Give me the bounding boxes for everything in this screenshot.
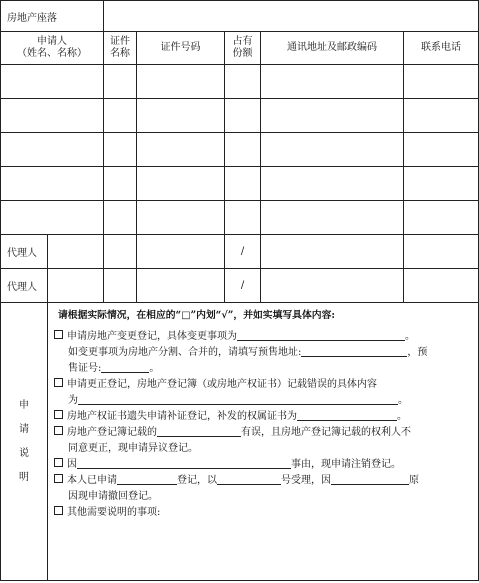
text: 。	[405, 331, 415, 342]
agent-id-number-cell[interactable]	[137, 235, 225, 269]
option-change-subline	[54, 361, 472, 377]
id-type-header-line1: 证件	[110, 36, 130, 47]
checkbox-change-registration[interactable]	[54, 330, 63, 339]
blank-presale-address[interactable]	[301, 346, 407, 357]
blank-applied-registration[interactable]	[117, 474, 177, 485]
applicant-header-line2: （姓名、名称）	[17, 48, 87, 59]
share-header-line1: 占有	[232, 36, 253, 47]
checkbox-correction-registration[interactable]	[54, 378, 63, 387]
agent-row	[1, 269, 479, 303]
applicant-header-line1: 申请人	[37, 36, 67, 47]
address-cell[interactable]	[261, 133, 404, 167]
option-withdrawal-subline	[54, 489, 472, 505]
text: 。	[397, 411, 407, 422]
text: 原	[409, 475, 419, 486]
blank-acceptance-number[interactable]	[217, 474, 281, 485]
phone-header: 联系电话	[404, 32, 479, 65]
share-header	[225, 32, 261, 65]
agent-address-cell[interactable]	[261, 269, 404, 303]
applicant-row	[1, 201, 479, 235]
phone-cell[interactable]	[404, 133, 479, 167]
agent-phone-cell[interactable]	[404, 235, 479, 269]
agent-name-cell[interactable]	[48, 269, 104, 303]
text: 房地产登记簿记载的	[67, 427, 157, 438]
option-reissue-registration	[54, 409, 472, 425]
text: 同意更正，现申请异议登记。	[68, 443, 198, 454]
agent-id-type-cell[interactable]	[104, 269, 137, 303]
address-cell[interactable]	[261, 201, 404, 235]
text: 。	[149, 363, 160, 374]
text: 房地产权证书遗失申请补证登记，补发的权属证书为	[67, 411, 297, 422]
applicant-name-cell[interactable]	[1, 201, 104, 235]
blank-withdrawal-reason[interactable]	[331, 474, 409, 485]
phone-cell[interactable]	[404, 99, 479, 133]
agent-name-cell[interactable]	[48, 235, 104, 269]
applicant-row	[1, 167, 479, 201]
share-cell[interactable]	[225, 201, 261, 235]
agent-label: 代理人	[1, 235, 48, 269]
text: 事由，现申请注销登记。	[291, 459, 401, 470]
checkbox-reissue-registration[interactable]	[54, 410, 63, 419]
address-cell[interactable]	[261, 65, 404, 99]
side-char: 说	[19, 447, 29, 459]
applicant-name-cell[interactable]	[1, 133, 104, 167]
agent-label: 代理人	[1, 269, 48, 303]
blank-presale-number[interactable]	[101, 362, 149, 373]
checkbox-cancellation-registration[interactable]	[54, 458, 63, 467]
id-number-cell[interactable]	[137, 167, 225, 201]
share-cell[interactable]	[225, 133, 261, 167]
option-withdrawal-registration	[54, 473, 472, 489]
id-type-cell[interactable]	[104, 65, 137, 99]
phone-cell[interactable]	[404, 167, 479, 201]
option-change-registration	[54, 329, 472, 345]
blank-objection-item[interactable]	[157, 426, 241, 437]
applicant-name-cell[interactable]	[1, 65, 104, 99]
option-objection-subline	[54, 441, 472, 457]
id-number-cell[interactable]	[137, 99, 225, 133]
blank-correction-content[interactable]	[78, 394, 398, 405]
blank-change-item[interactable]	[237, 330, 405, 341]
checkbox-withdrawal-registration[interactable]	[54, 474, 63, 483]
notes-instruction: 请根据实际情况，在相应的“□”内划“√”，并如实填写具体内容:	[58, 310, 335, 321]
text: 售证号:	[68, 363, 102, 374]
text: 因现申请撤回登记。	[68, 491, 158, 502]
id-number-cell[interactable]	[137, 133, 225, 167]
phone-cell[interactable]	[404, 201, 479, 235]
applicant-name-cell[interactable]	[1, 167, 104, 201]
id-number-header: 证件号码	[137, 32, 225, 65]
phone-cell[interactable]	[404, 65, 479, 99]
agent-row	[1, 235, 479, 269]
checkbox-objection-registration[interactable]	[54, 426, 63, 435]
checkbox-other-matters[interactable]	[54, 506, 63, 515]
share-header-line2: 份额	[232, 48, 253, 59]
side-char: 申	[19, 399, 29, 411]
option-cancellation-registration	[54, 457, 472, 473]
id-type-cell[interactable]	[104, 133, 137, 167]
text: 有误，且房地产登记簿记载的权利人不	[241, 427, 411, 438]
property-location-label: 房地产座落	[1, 1, 104, 32]
application-notes	[48, 303, 479, 581]
blank-reissue-certificate[interactable]	[297, 410, 397, 421]
id-type-cell[interactable]	[104, 201, 137, 235]
text: 。	[398, 395, 408, 406]
agent-share-slash: /	[225, 235, 261, 269]
share-cell[interactable]	[225, 167, 261, 201]
agent-id-number-cell[interactable]	[137, 269, 225, 303]
applicant-name-cell[interactable]	[1, 99, 104, 133]
id-type-cell[interactable]	[104, 99, 137, 133]
id-number-cell[interactable]	[137, 65, 225, 99]
id-type-header-line2: 名称	[110, 48, 130, 59]
applicant-row	[1, 133, 479, 167]
option-change-subline	[54, 345, 472, 361]
share-cell[interactable]	[225, 99, 261, 133]
text: 如变更事项为房地产分割、合并的，请填写预售地址:	[68, 347, 302, 358]
text: 申请更正登记，房地产登记簿（或房地产权证书）记载错误的具体内容	[67, 379, 377, 390]
option-other-matters	[54, 505, 472, 521]
text: 其他需要说明的事项:	[67, 507, 161, 518]
application-notes-label	[1, 303, 48, 581]
address-cell[interactable]	[261, 99, 404, 133]
text: ，预	[407, 347, 428, 358]
side-char: 明	[19, 471, 29, 483]
applicant-row	[1, 99, 479, 133]
address-cell[interactable]	[261, 167, 404, 201]
text: 因	[67, 459, 77, 470]
id-type-cell[interactable]	[104, 167, 137, 201]
agent-address-cell[interactable]	[261, 235, 404, 269]
address-header: 通讯地址及邮政编码	[261, 32, 404, 65]
applicant-row	[1, 65, 479, 99]
agent-id-type-cell[interactable]	[104, 235, 137, 269]
blank-cancellation-reason[interactable]	[77, 458, 291, 469]
option-objection-registration	[54, 425, 472, 441]
agent-share-slash: /	[225, 269, 261, 303]
id-type-header	[104, 32, 137, 65]
text: 为	[68, 395, 78, 406]
text: 号受理，因	[281, 475, 331, 486]
option-correction-subline	[54, 393, 472, 409]
application-notes-row	[1, 303, 479, 581]
share-cell[interactable]	[225, 65, 261, 99]
text: 申请房地产变更登记，具体变更事项为	[67, 331, 237, 342]
side-char: 请	[19, 423, 29, 435]
id-number-cell[interactable]	[137, 201, 225, 235]
text: 本人已申请	[67, 475, 117, 486]
agent-phone-cell[interactable]	[404, 269, 479, 303]
property-location-field[interactable]	[104, 1, 479, 32]
applicant-header	[1, 32, 104, 65]
option-correction-registration	[54, 377, 472, 393]
text: 登记，以	[177, 475, 217, 486]
